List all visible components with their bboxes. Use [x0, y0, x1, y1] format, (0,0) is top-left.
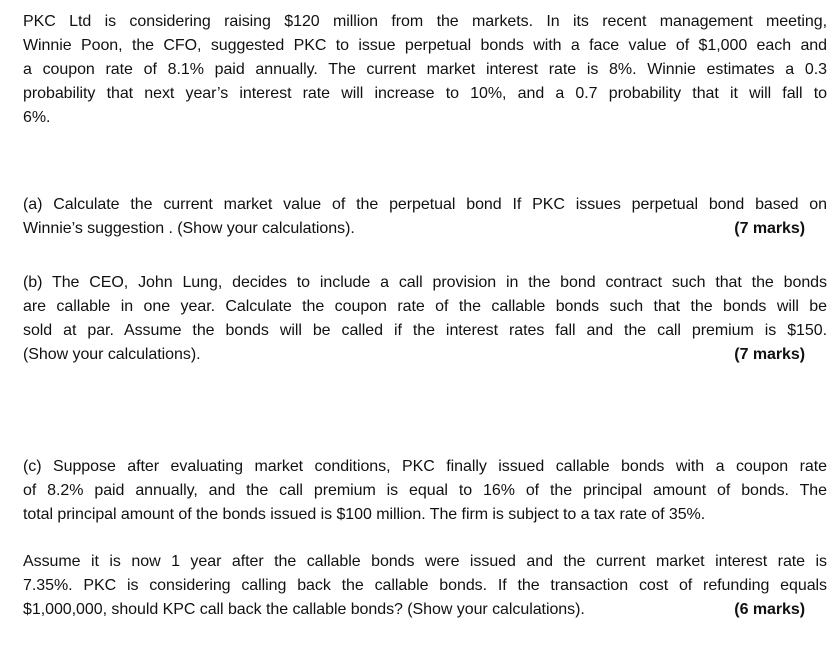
intro-line: Winnie Poon, the CFO, suggested PKC to issue perpetual bonds with a face value of $1,000 each and [23, 37, 827, 54]
question-c-line: total principal amount of the bonds issued is $100 million. The firm is subject to a tax rate of 35%. [23, 506, 706, 523]
question-c-part1 [23, 455, 827, 527]
question-b-marks: (7 marks) [734, 346, 805, 363]
question-c-line: Assume it is now 1 year after the callable bonds were issued and the current market interest rate is [23, 553, 827, 570]
intro-line: a coupon rate of 8.1% paid annually. The current market interest rate is 8%. Winnie estimates a 0.3 [23, 61, 827, 78]
question-a-line: (a) Calculate the current market value of the perpetual bond If PKC issues perpetual bond based on [23, 196, 827, 213]
intro-line: PKC Ltd is considering raising $120 million from the markets. In its recent management meeting, [23, 13, 827, 30]
question-c-marks: (6 marks) [734, 601, 805, 618]
question-b-line: sold at par. Assume the bonds will be called if the interest rates fall and the call premium is $150. [23, 322, 827, 339]
question-b-line: (Show your calculations). [23, 346, 201, 363]
intro-paragraph [23, 10, 827, 130]
question-c-line: of 8.2% paid annually, and the call premium is equal to 16% of the principal amount of bonds. The [23, 482, 827, 499]
question-b-line: (b) The CEO, John Lung, decides to include a call provision in the bond contract such that the bonds [23, 274, 827, 291]
question-a [23, 193, 827, 241]
question-c-line: $1,000,000, should KPC call back the callable bonds? (Show your calculations). [23, 601, 585, 618]
question-c-last-row [23, 598, 805, 622]
question-a-line: Winnie’s suggestion . (Show your calculations). [23, 220, 355, 237]
question-b-last-row [23, 343, 805, 367]
question-b [23, 271, 827, 367]
question-a-last-row [23, 217, 805, 241]
intro-line: probability that next year’s interest rate will increase to 10%, and a 0.7 probability that it will fall to [23, 85, 827, 102]
question-a-marks: (7 marks) [734, 220, 805, 237]
intro-line: 6%. [23, 109, 51, 126]
question-c-line: 7.35%. PKC is considering calling back the callable bonds. If the transaction cost of refunding equals [23, 577, 827, 594]
question-c-part2 [23, 550, 827, 622]
question-b-line: are callable in one year. Calculate the coupon rate of the callable bonds such that the bonds will be [23, 298, 827, 315]
question-c-line: (c) Suppose after evaluating market conditions, PKC finally issued callable bonds with a coupon rate [23, 458, 827, 475]
